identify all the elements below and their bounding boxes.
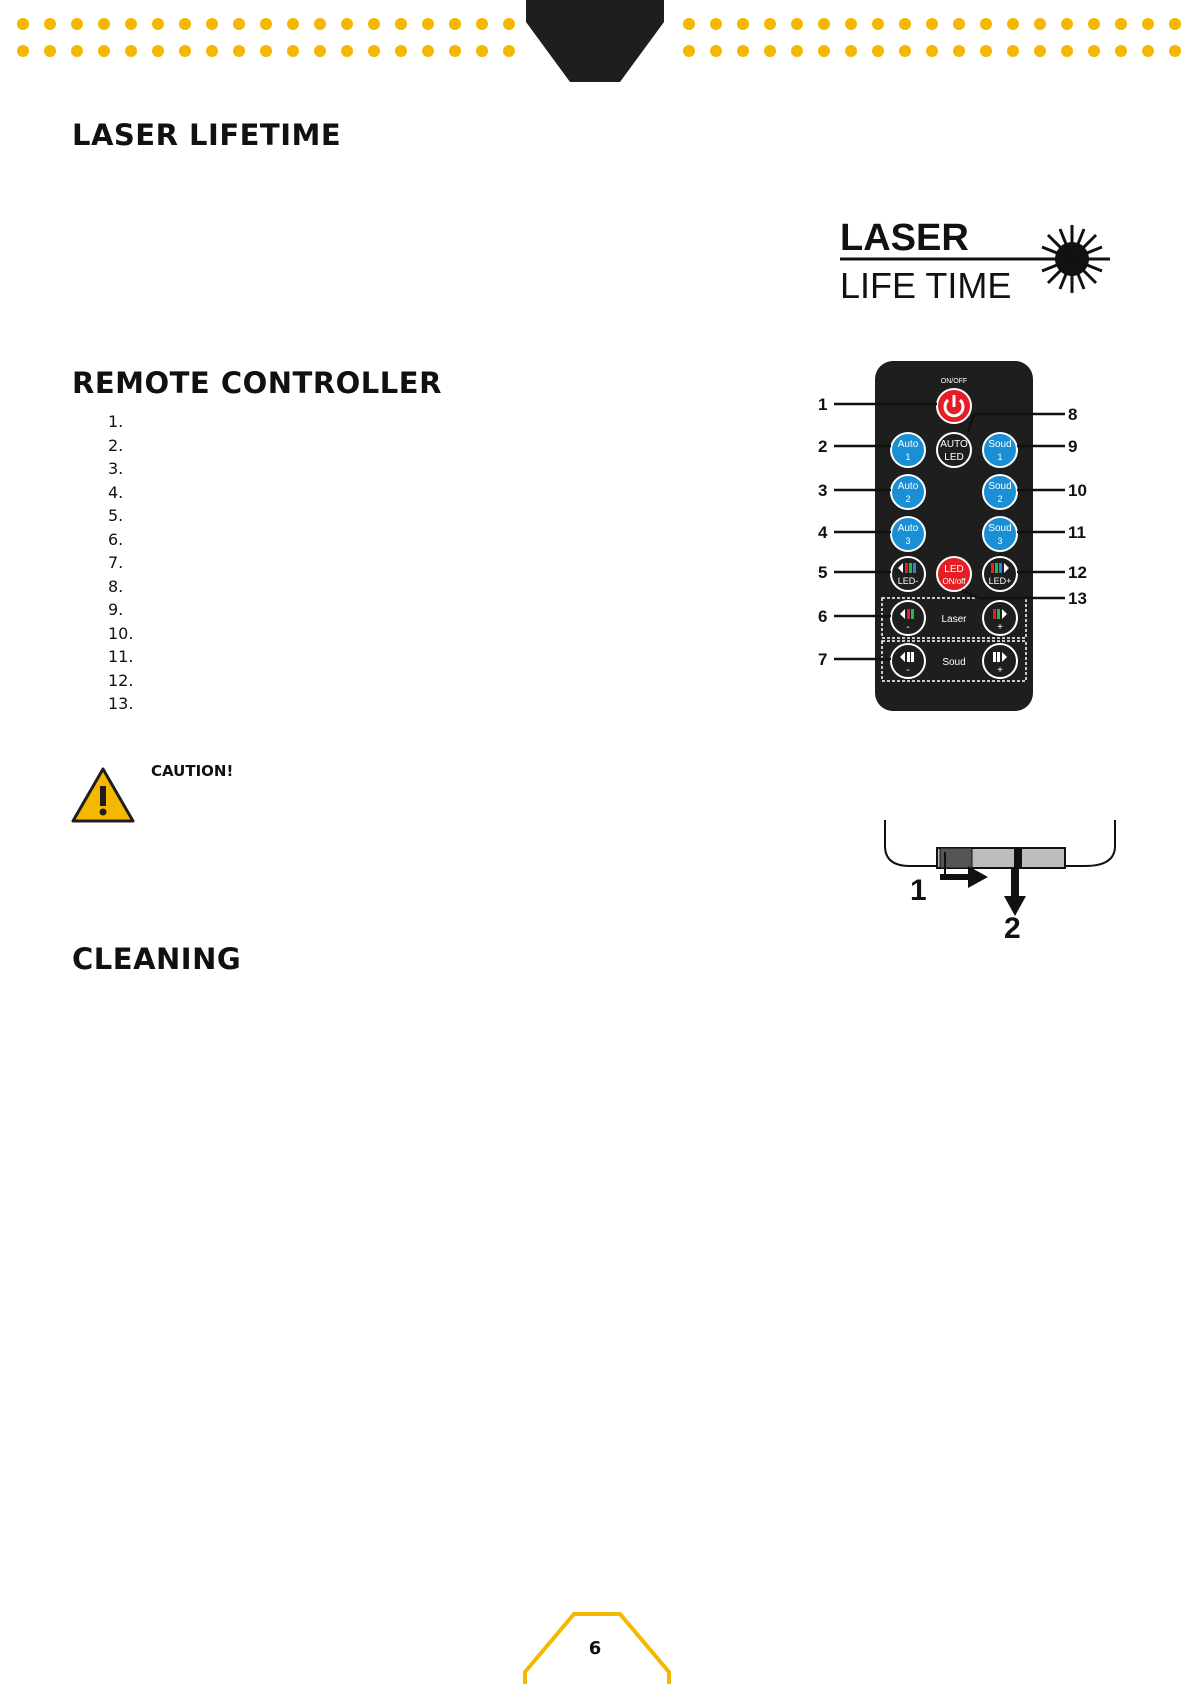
svg-text:7: 7 [818,650,828,669]
svg-text:3: 3 [905,536,911,546]
decorative-dot [845,18,857,30]
decorative-dot [1007,18,1019,30]
svg-text:2: 2 [818,437,828,456]
svg-text:4: 4 [818,523,828,542]
decorative-dot [1061,18,1073,30]
dot-row [683,18,1191,30]
svg-text:LED: LED [944,452,964,463]
decorative-dot [71,18,83,30]
decorative-dot [1115,45,1127,57]
remote-list-item: 3. [108,459,124,478]
step1-label: 1 [910,874,927,907]
decorative-dot [1142,45,1154,57]
decorative-dot [953,18,965,30]
svg-text:12: 12 [1068,563,1087,582]
dot-row [17,18,530,30]
decorative-dot [44,18,56,30]
svg-text:Auto: Auto [897,523,919,534]
decorative-dot [980,18,992,30]
decorative-dot [314,45,326,57]
logo-line1: LASER [840,217,969,259]
decorative-dot [125,18,137,30]
dot-row [683,45,1191,57]
decorative-dot [845,45,857,57]
svg-text:LED: LED [944,564,964,575]
svg-text:6: 6 [818,607,828,626]
remote-list-item: 12. [108,670,134,690]
decorative-dot [1061,45,1073,57]
pull-arrow [1004,868,1026,916]
slide-arrow [940,866,988,888]
section-title-remote-controller: REMOTE CONTROLLER [72,366,442,400]
auto1-button [891,433,925,467]
decorative-dot [899,45,911,57]
decorative-dot [44,45,56,57]
decorative-dot [368,18,380,30]
decorative-dot [710,18,722,30]
svg-text:3: 3 [997,536,1003,546]
decorative-dot [899,18,911,30]
decorative-dot [206,45,218,57]
svg-text:Soud: Soud [988,523,1012,534]
page-number: 6 [588,1638,602,1659]
laser-minus-button [891,601,925,635]
svg-text:+: + [997,665,1003,676]
svg-text:1: 1 [818,395,828,414]
decorative-dot [179,45,191,57]
warning-icon [70,766,136,824]
decorative-dot [341,18,353,30]
remote-list-item: 4. [108,482,124,502]
laser-burst-icon [1038,225,1106,293]
svg-text:2: 2 [997,494,1003,504]
decorative-dot [683,45,695,57]
remote-list-item: 2. [108,435,124,455]
auto-led-button [937,433,971,467]
decorative-dot [1142,18,1154,30]
decorative-dot [1034,18,1046,30]
remote-list-item: 6. [108,529,124,549]
led-onoff-button [937,557,971,591]
remote-list-item: 1. [108,412,124,431]
decorative-dot [17,45,29,57]
decorative-dot [395,45,407,57]
decorative-dot [233,45,245,57]
decorative-dot [1007,45,1019,57]
svg-text:AUTO: AUTO [940,439,968,450]
svg-text:8: 8 [1068,405,1078,424]
decorative-dot [98,45,110,57]
decorative-dot [449,45,461,57]
decorative-dot [1115,18,1127,30]
decorative-dot [71,45,83,57]
decorative-dot [476,18,488,30]
svg-text:10: 10 [1068,481,1087,500]
decorative-dot [152,18,164,30]
decorative-dot [233,18,245,30]
svg-text:LED-: LED- [897,576,919,586]
sound1-button [983,433,1017,467]
header-tab-shape [520,0,670,84]
battery-compartment-diagram [880,818,1120,940]
decorative-dot [422,18,434,30]
decorative-dot [125,45,137,57]
power-button [937,389,971,423]
caution-title: CAUTION! [151,762,234,780]
svg-text:1: 1 [997,452,1003,462]
decorative-dot [476,45,488,57]
decorative-dot [314,18,326,30]
sound-row-label: Soud [942,657,966,668]
decorative-dot [1034,45,1046,57]
laser-lifetime-logo [836,212,1116,304]
laser-row-label: Laser [941,614,967,625]
svg-text:11: 11 [1068,523,1086,542]
decorative-dot [152,45,164,57]
svg-text:ON/off: ON/off [942,577,966,586]
led-plus-button [983,557,1017,591]
svg-text:Soud: Soud [988,481,1012,492]
decorative-dot [1088,18,1100,30]
power-caption: ON/OFF [940,378,968,385]
decorative-dot [980,45,992,57]
logo-line2: LIFE TIME [840,265,1012,304]
remote-list-item: 9. [108,600,124,619]
decorative-dot [1088,45,1100,57]
sound-minus-button [891,644,925,678]
svg-text:5: 5 [818,563,828,582]
auto3-button [891,517,925,551]
decorative-dot [737,45,749,57]
led-minus-button [891,557,925,591]
remote-list-item: 5. [108,506,124,525]
dot-row [17,45,530,57]
svg-text:+: + [997,622,1003,633]
decorative-dot [926,45,938,57]
auto2-button [891,475,925,509]
decorative-dot [98,18,110,30]
decorative-dot [764,18,776,30]
sound-plus-button [983,644,1017,678]
svg-text:-: - [906,622,910,633]
remote-list-item: 13. [108,694,134,713]
decorative-dot [287,18,299,30]
decorative-dot [449,18,461,30]
svg-text:LED+: LED+ [988,576,1012,586]
decorative-dot [953,45,965,57]
svg-text:Auto: Auto [897,481,919,492]
svg-text:-: - [906,665,910,676]
decorative-dot [764,45,776,57]
remote-list-item: 10. [108,623,134,643]
step2-label: 2 [1004,912,1021,940]
decorative-dot [368,45,380,57]
decorative-dot [872,18,884,30]
svg-text:9: 9 [1068,437,1078,456]
svg-text:13: 13 [1068,589,1087,608]
remote-controller-diagram [810,356,1110,718]
decorative-dot [818,18,830,30]
svg-text:Soud: Soud [988,439,1012,450]
decorative-dot [818,45,830,57]
decorative-dot [1169,18,1181,30]
remote-list-item: 8. [108,576,124,596]
section-title-cleaning: CLEANING [72,942,242,976]
decorative-dot [503,45,515,57]
remote-list-item: 7. [108,553,124,572]
decorative-dot [710,45,722,57]
decorative-dot [791,45,803,57]
decorative-dot [503,18,515,30]
svg-text:Auto: Auto [897,439,919,450]
decorative-dot [206,18,218,30]
decorative-dot [1169,45,1181,57]
decorative-dot [260,45,272,57]
svg-text:1: 1 [905,452,911,462]
decorative-dot [422,45,434,57]
sound2-button [983,475,1017,509]
decorative-dot [260,18,272,30]
sound3-button [983,517,1017,551]
svg-text:3: 3 [818,481,828,500]
remote-function-list [108,410,133,716]
decorative-dot [926,18,938,30]
decorative-dot [791,18,803,30]
decorative-dot [872,45,884,57]
decorative-dot [683,18,695,30]
remote-list-item: 11. [108,647,134,666]
decorative-dot [341,45,353,57]
decorative-dot [179,18,191,30]
decorative-dot [395,18,407,30]
section-title-laser-lifetime: LASER LIFETIME [72,118,342,152]
decorative-dot [287,45,299,57]
decorative-dot [737,18,749,30]
svg-text:2: 2 [905,494,911,504]
laser-plus-button [983,601,1017,635]
decorative-dot [17,18,29,30]
